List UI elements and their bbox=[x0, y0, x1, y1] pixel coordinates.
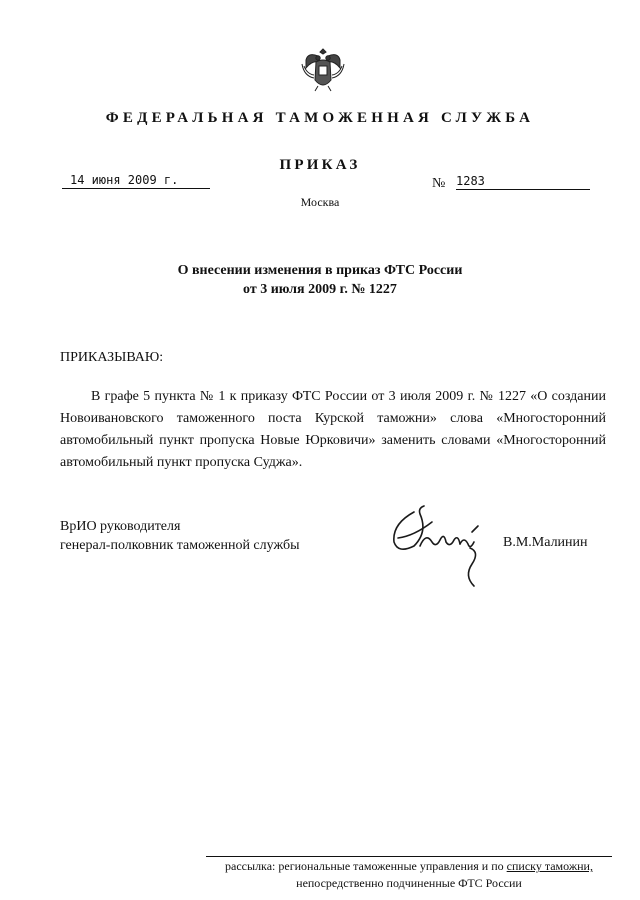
signatory-position bbox=[60, 517, 299, 555]
subject-line-1: О внесении изменения в приказ ФТС России bbox=[177, 263, 463, 278]
order-number-label: № bbox=[432, 176, 446, 191]
distribution-line-2: непосредственно подчиненные ФТС России bbox=[296, 876, 522, 890]
document-type: ПРИКАЗ bbox=[279, 157, 361, 173]
agency-name: ФЕДЕРАЛЬНАЯ ТАМОЖЕННАЯ СЛУЖБА bbox=[105, 110, 535, 126]
order-number: 1283 bbox=[456, 174, 590, 190]
distribution-list-link: списку таможни, bbox=[506, 859, 593, 873]
distribution-divider bbox=[206, 856, 612, 857]
order-city: Москва bbox=[300, 195, 340, 209]
distribution-prefix: рассылка: региональные таможенные управления и по bbox=[225, 859, 507, 873]
distribution-line-1 bbox=[206, 858, 612, 875]
position-line-2: генерал-полковник таможенной службы bbox=[60, 538, 300, 553]
handwritten-signature-icon bbox=[384, 502, 496, 590]
distribution-list bbox=[206, 858, 612, 892]
position-line-1: ВрИО руководителя bbox=[60, 519, 181, 534]
signer-name: В.М.Малинин bbox=[503, 535, 588, 550]
order-body-paragraph: В графе 5 пункта № 1 к приказу ФТС России от 3 июля 2009 г. № 1227 «О создании Новоивановского таможенного поста Курской таможни» слова «Многосторонний автомобильный пункт пропуска Новые Юрковичи» заменить словами «Многосторонний автомобильный пункт пропуска Суджа». bbox=[60, 389, 606, 470]
coat-of-arms-icon bbox=[298, 46, 348, 94]
subject-line-2: от 3 июля 2009 г. № 1227 bbox=[243, 282, 397, 297]
order-subject bbox=[0, 261, 640, 299]
order-date: 14 июня 2009 г. bbox=[62, 173, 210, 189]
order-directive: ПРИКАЗЫВАЮ: bbox=[60, 350, 164, 365]
